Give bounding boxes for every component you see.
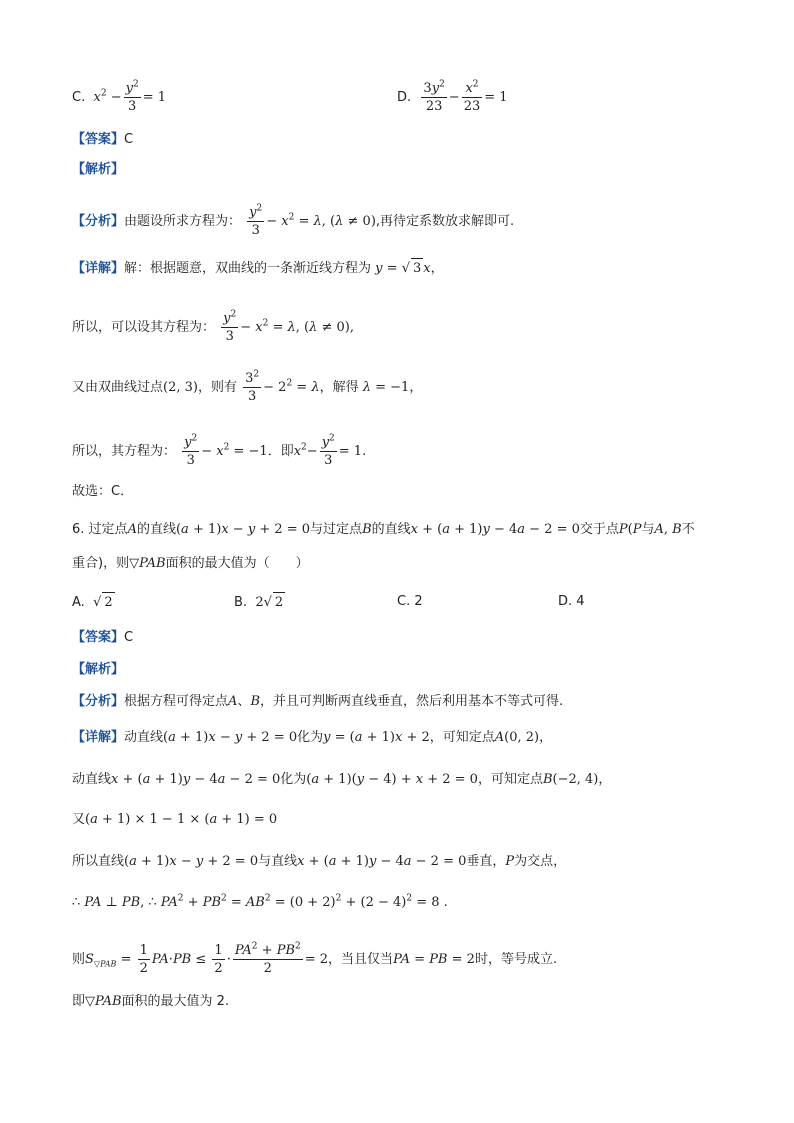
- option-b-label: B.: [234, 595, 248, 610]
- option-a: [72, 592, 115, 613]
- detail-text: 即: [72, 994, 86, 1009]
- fenxi-text-end: ,再待定系数放求解即可.: [375, 214, 515, 229]
- detail-text: 则: [72, 952, 86, 967]
- answer-2: [72, 628, 724, 648]
- formula: y = (a + 1)x + 2: [323, 730, 430, 745]
- answer-value: C: [124, 630, 134, 645]
- fenxi-1: [72, 203, 724, 238]
- option-a-formula: √ 2: [93, 595, 115, 610]
- detail-text: 面积的最大值为 2.: [121, 994, 230, 1009]
- point-a: A: [127, 522, 137, 537]
- triangle-pab: ▽PAB: [129, 556, 166, 571]
- detail-1-line-4: [72, 433, 724, 468]
- detail-text: ，: [409, 380, 423, 395]
- detail-text: 化为: [280, 772, 307, 787]
- analysis-tag: 【解析】: [72, 662, 125, 677]
- fenxi-tag: 【分析】: [72, 694, 125, 709]
- option-d-label: D.: [397, 90, 412, 105]
- formula: x + (a + 1)y − 4a − 2 = 0: [297, 854, 467, 869]
- option-c: [72, 79, 166, 114]
- answer-tag: 【答案】: [72, 630, 125, 645]
- detail-text: ，可知定点: [429, 730, 495, 745]
- detail-text: ，解得: [319, 380, 359, 395]
- detail-text: ，可知定点: [477, 772, 543, 787]
- detail-text: .: [362, 444, 367, 459]
- triangle-pab: ▽PAB: [85, 994, 122, 1009]
- option-d-text: D. 4: [558, 594, 585, 609]
- detail-text: 垂直，: [466, 854, 506, 869]
- detail-2-line-7: [72, 992, 724, 1012]
- point-b: B: [362, 522, 372, 537]
- option-c-text: C. 2: [397, 594, 423, 609]
- detail-1-choose: [72, 482, 724, 502]
- detail-2-line-6: [72, 941, 724, 976]
- option-c-q6: [397, 592, 423, 612]
- detail-text: 与直线: [258, 854, 298, 869]
- detail-text: 所以，其方程为：: [72, 444, 177, 459]
- detail-2-line-4: [72, 852, 724, 872]
- answer-value: C: [124, 132, 134, 147]
- q-text: 与过定点: [310, 522, 363, 537]
- detail-2-line-1: [72, 728, 724, 748]
- detail-text: ，则有: [197, 380, 237, 395]
- fenxi-text: 由题设所求方程为：: [124, 214, 242, 229]
- q-text: 的直线: [136, 522, 176, 537]
- question-6-line-2: [72, 554, 724, 574]
- answer-tag: 【答案】: [72, 132, 125, 147]
- formula: $S_{▽PAB}$ = $\frac{1}{2}$ PA·PB ≤ $\frac{1}{2}$ · $\frac{PA^2 + PB^2}{2}$ = 2: [85, 941, 329, 976]
- option-c-formula: $x^2$ − $\frac{y^2}{3}$ = 1: [93, 79, 166, 114]
- analysis-1: [72, 160, 724, 180]
- detail-text: 所以，可以设其方程为：: [72, 320, 216, 335]
- formula: ∴ PA ⊥ PB, ∴ $PA^2 + PB^2 = AB^2 = (0 + 2)^2 + (2 - 4)^2 = 8$ .: [72, 893, 448, 910]
- formula: x + (a + 1)y − 4a − 2 = 0: [410, 522, 580, 537]
- q-text: 重合)，则: [72, 556, 130, 571]
- formula: B(−2, 4): [542, 772, 599, 787]
- formula: (a + 1)x − y + 2 = 0: [124, 854, 259, 869]
- detail-2-line-5: [72, 893, 724, 913]
- detail-text: 化为: [297, 730, 324, 745]
- formula: (a + 1) × 1 − 1 × (a + 1) = 0: [85, 812, 278, 827]
- formula: $\frac{y^2}{3}$ − $x^2 = -1$: [184, 433, 268, 468]
- analysis-tag: 【解析】: [72, 162, 125, 177]
- choose-text: 故选：C．: [72, 484, 134, 499]
- formula: $x^2-$ $\frac{y^2}{3}$ = 1: [293, 433, 363, 468]
- detail-text: 动直线: [72, 772, 112, 787]
- option-d: [397, 79, 508, 114]
- formula: $\frac{3^2}{3}$ − $2^2 = \lambda$: [245, 369, 320, 404]
- option-c-label: C.: [72, 90, 86, 105]
- detail-text: ，: [598, 772, 612, 787]
- detail-text: 为交点，: [514, 854, 567, 869]
- formula: A(0, 2): [494, 730, 540, 745]
- formula: λ = −1: [362, 380, 410, 395]
- q-text: 过定点: [88, 522, 128, 537]
- detail-text: ，: [430, 261, 444, 276]
- q-text: 不: [681, 522, 695, 537]
- fenxi-text: ，并且可判断两直线垂直，然后利用基本不等式可得.: [260, 694, 564, 709]
- detail-1-line-2: [72, 309, 724, 344]
- detail-text: 所以直线: [72, 854, 125, 869]
- q-text: 的直线: [371, 522, 411, 537]
- q-text: 交于点: [579, 522, 619, 537]
- points-ab: A、B: [228, 694, 260, 709]
- detail-text: 动直线: [124, 730, 164, 745]
- formula: x + (a + 1)y − 4a − 2 = 0: [111, 772, 281, 787]
- formula: (a + 1)(y − 4) + x + 2 = 0: [306, 772, 478, 787]
- detail-text: ．即: [267, 444, 294, 459]
- point-p: P: [505, 854, 515, 869]
- q-text: 面积的最大值为（ ）: [165, 556, 309, 571]
- fenxi-2: [72, 692, 724, 712]
- formula: (a + 1)x − y + 2 = 0: [175, 522, 311, 537]
- detail-text: 解：根据题意，双曲线的一条渐近线方程为: [124, 261, 372, 276]
- detail-2-line-3: [72, 810, 724, 830]
- detail-text: ，: [539, 730, 553, 745]
- q-text: 与: [641, 522, 655, 537]
- detail-text: 时，等号成立.: [474, 952, 558, 967]
- detail-tag: 【详解】: [72, 261, 125, 276]
- detail-text: 又: [72, 812, 86, 827]
- option-d-formula: $\frac{3y^2}{23}$ − $\frac{x^2}{23}$ = 1: [423, 79, 508, 114]
- option-b: [234, 592, 285, 613]
- question-6-line-1: [72, 520, 724, 540]
- detail-1-line-1: [72, 258, 724, 279]
- formula: $\frac{y^2}{3}$ − $x^2 = \lambda$, (λ ≠ 0),: [223, 309, 355, 344]
- formula: PA = PB = 2: [393, 952, 475, 967]
- fenxi-text: 根据方程可得定点: [124, 694, 229, 709]
- fenxi-tag: 【分析】: [72, 214, 125, 229]
- option-a-label: A.: [72, 595, 85, 610]
- option-b-formula: 2√ 2: [255, 595, 285, 610]
- point-p: P(P: [618, 522, 642, 537]
- detail-text: 又由双曲线过点: [72, 380, 164, 395]
- detail-1-line-3: [72, 369, 724, 404]
- detail-2-line-2: [72, 770, 724, 790]
- formula: (a + 1)x − y + 2 = 0: [163, 730, 298, 745]
- formula: $\frac{y^2}{3}$ − $x^2 = \lambda$, (λ ≠ 0): [249, 203, 376, 238]
- detail-text: ，当且仅当: [328, 952, 394, 967]
- formula: y = √ 3 x: [375, 261, 430, 276]
- analysis-2: [72, 660, 724, 680]
- answer-1: [72, 130, 724, 150]
- formula: (2, 3): [163, 380, 198, 395]
- points-ab: A, B: [654, 522, 682, 537]
- detail-tag: 【详解】: [72, 730, 125, 745]
- question-number: 6.: [72, 522, 85, 537]
- option-d-q6: [558, 592, 585, 612]
